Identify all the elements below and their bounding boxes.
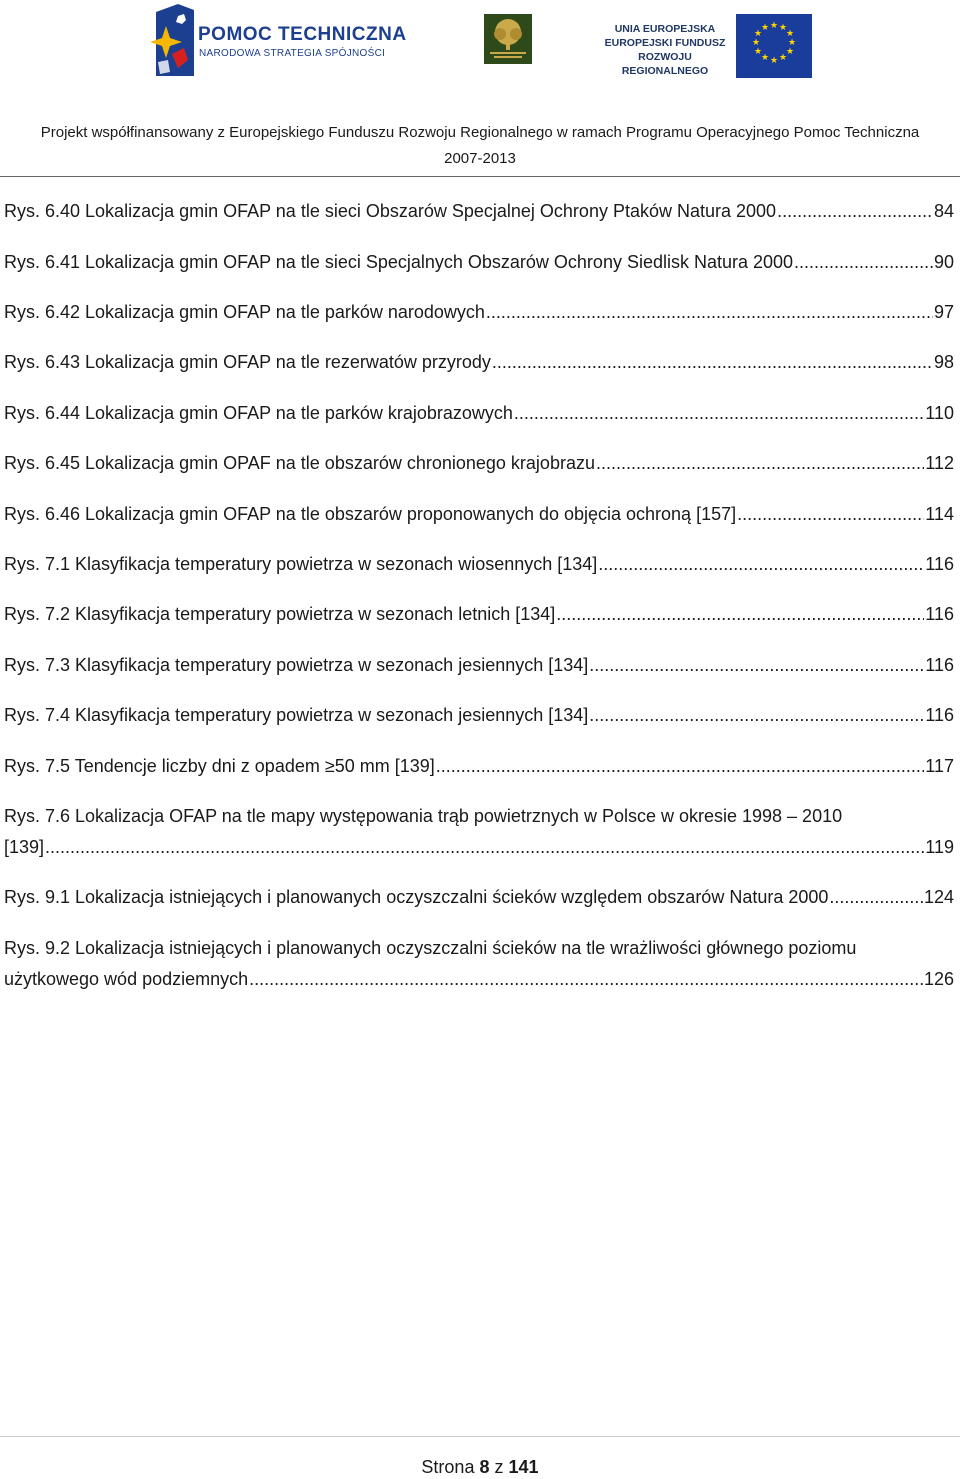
toc-entry-7-3[interactable] — [4, 650, 954, 681]
toc-entry-6-41[interactable] — [4, 247, 954, 278]
toc-entry-text: Rys. 6.46 Lokalizacja gmin OFAP na tle obszarów proponowanych do objęcia ochroną [157] — [4, 504, 737, 524]
toc-leader — [589, 700, 924, 731]
svg-text:★: ★ — [785, 47, 795, 57]
toc-page-number: 114 — [925, 504, 954, 524]
toc-entry-7-4[interactable] — [4, 700, 954, 731]
toc-leader — [794, 247, 933, 278]
footer-current-page: 8 — [479, 1457, 490, 1477]
svg-text:★: ★ — [769, 21, 779, 31]
toc-entry-text: Rys. 6.43 Lokalizacja gmin OFAP na tle rezerwatów przyrody — [4, 352, 491, 372]
svg-text:★: ★ — [778, 53, 788, 63]
project-line-2: 2007-2013 — [444, 150, 516, 167]
toc-entry-text: Rys. 6.42 Lokalizacja gmin OFAP na tle parków narodowych — [4, 302, 485, 322]
toc-entry-text: Rys. 6.44 Lokalizacja gmin OFAP na tle parków krajobrazowych — [4, 403, 513, 423]
svg-text:★: ★ — [751, 38, 761, 48]
toc-entry-text: Rys. 7.3 Klasyfikacja temperatury powietrza w sezonach jesiennych [134] — [4, 655, 589, 675]
footer-separator: z — [494, 1457, 504, 1477]
page-footer — [0, 1457, 960, 1478]
toc-entry-text: Rys. 6.45 Lokalizacja gmin OPAF na tle obszarów chronionego krajobrazu — [4, 453, 595, 473]
pomoc-techniczna-title: POMOC TECHNICZNA — [198, 24, 407, 45]
toc-page-number: 116 — [925, 604, 954, 624]
toc-leader — [596, 448, 924, 479]
toc-page-number: 98 — [933, 352, 954, 372]
eu-flag-icon — [736, 14, 812, 78]
toc-leader — [777, 196, 933, 227]
toc-entry-7-5[interactable] — [4, 751, 954, 782]
toc-entry-text: Rys. 9.1 Lokalizacja istniejących i planowanych oczyszczalni ścieków względem obszarów Natura 2000 — [4, 887, 829, 907]
toc-entry-7-2[interactable] — [4, 599, 954, 630]
toc-page-number: 97 — [933, 302, 954, 322]
toc-page-number: 124 — [923, 887, 954, 907]
toc-leader — [514, 398, 924, 429]
toc-entry-text: Rys. 7.5 Tendencje liczby dni z opadem ≥50 mm [139] — [4, 756, 435, 776]
header-divider — [0, 176, 960, 177]
toc-page-number: 116 — [925, 554, 954, 574]
toc-entry-6-44[interactable] — [4, 398, 954, 429]
toc-entry-9-2[interactable] — [4, 933, 954, 995]
toc-page-number: 110 — [925, 403, 954, 423]
toc-leader — [589, 650, 924, 681]
toc-leader — [598, 549, 924, 580]
toc-entry-6-46[interactable] — [4, 499, 954, 530]
tree-logo — [484, 14, 532, 64]
toc-entry-text-line1: Rys. 7.6 Lokalizacja OFAP na tle mapy występowania trąb powietrznych w Polsce w okresie 1998 – 2010 — [4, 806, 843, 826]
svg-text:★: ★ — [785, 29, 795, 39]
eu-logo-line3: ROZWOJU REGIONALNEGO — [621, 51, 709, 77]
toc-page-number: 116 — [925, 655, 954, 675]
toc-entry-6-45[interactable] — [4, 448, 954, 479]
svg-text:★: ★ — [760, 23, 770, 33]
toc-leader — [249, 964, 923, 995]
toc-page-number: 84 — [933, 201, 954, 221]
toc-entry-text: Rys. 7.2 Klasyfikacja temperatury powietrza w sezonach letnich [134] — [4, 604, 556, 624]
svg-text:★: ★ — [778, 23, 788, 33]
svg-text:★: ★ — [753, 29, 763, 39]
footer-total-pages: 141 — [508, 1457, 539, 1477]
toc-page-number: 126 — [923, 969, 954, 989]
tree-icon — [484, 14, 532, 64]
footer-divider — [0, 1436, 960, 1437]
toc-entry-text-line1: Rys. 9.2 Lokalizacja istniejących i planowanych oczyszczalni ścieków na tle wrażliwości głównego poziomu — [4, 938, 857, 958]
toc-leader — [492, 347, 933, 378]
toc-entry-6-42[interactable] — [4, 297, 954, 328]
toc-page-number: 90 — [933, 252, 954, 272]
toc-entry-6-43[interactable] — [4, 347, 954, 378]
toc-entry-9-1[interactable] — [4, 882, 954, 913]
toc-entry-text-line2: [139] — [4, 837, 45, 857]
pomoc-techniczna-emblem-icon — [148, 2, 198, 80]
toc-leader — [829, 882, 923, 913]
toc-entry-6-40[interactable] — [4, 196, 954, 227]
eu-logo-line1: UNIA EUROPEJSKA — [614, 23, 716, 35]
toc-entry-text: Rys. 6.41 Lokalizacja gmin OFAP na tle sieci Specjalnych Obszarów Ochrony Siedlisk Natura 2000 — [4, 252, 794, 272]
toc-entry-text: Rys. 7.1 Klasyfikacja temperatury powietrza w sezonach wiosennych [134] — [4, 554, 598, 574]
toc-entry-text: Rys. 7.4 Klasyfikacja temperatury powietrza w sezonach jesiennych [134] — [4, 705, 589, 725]
svg-text:★: ★ — [760, 53, 770, 63]
project-line-1: Projekt współfinansowany z Europejskiego Funduszu Rozwoju Regionalnego w ramach Programu Operacyjnego Pomoc Techniczna — [40, 124, 920, 141]
toc-page-number: 112 — [925, 453, 954, 473]
toc-page-number: 119 — [925, 837, 954, 857]
toc-entry-7-1[interactable] — [4, 549, 954, 580]
eu-logo-line2: EUROPEJSKI FUNDUSZ — [604, 37, 726, 49]
svg-text:★: ★ — [753, 47, 763, 57]
toc-entry-text: Rys. 6.40 Lokalizacja gmin OFAP na tle sieci Obszarów Specjalnej Ochrony Ptaków Natura 2000 — [4, 201, 777, 221]
header-logos — [0, 0, 960, 100]
toc-entry-7-6[interactable] — [4, 801, 954, 863]
toc-page-number: 117 — [925, 756, 954, 776]
toc-leader — [737, 499, 924, 530]
pomoc-techniczna-subtitle: NARODOWA STRATEGIA SPÓJNOŚCI — [199, 48, 386, 59]
toc-page-number: 116 — [925, 705, 954, 725]
toc-entry-text-line2: użytkowego wód podziemnych — [4, 969, 249, 989]
toc-leader — [436, 751, 925, 782]
eu-logo — [600, 14, 812, 80]
footer-prefix: Strona — [421, 1457, 475, 1477]
eu-logo-text — [600, 22, 730, 78]
svg-text:★: ★ — [769, 56, 779, 66]
toc-leader — [556, 599, 924, 630]
pomoc-techniczna-logo — [148, 2, 428, 80]
toc-leader — [45, 832, 924, 863]
toc-leader — [486, 297, 933, 328]
svg-text:★: ★ — [787, 38, 797, 48]
